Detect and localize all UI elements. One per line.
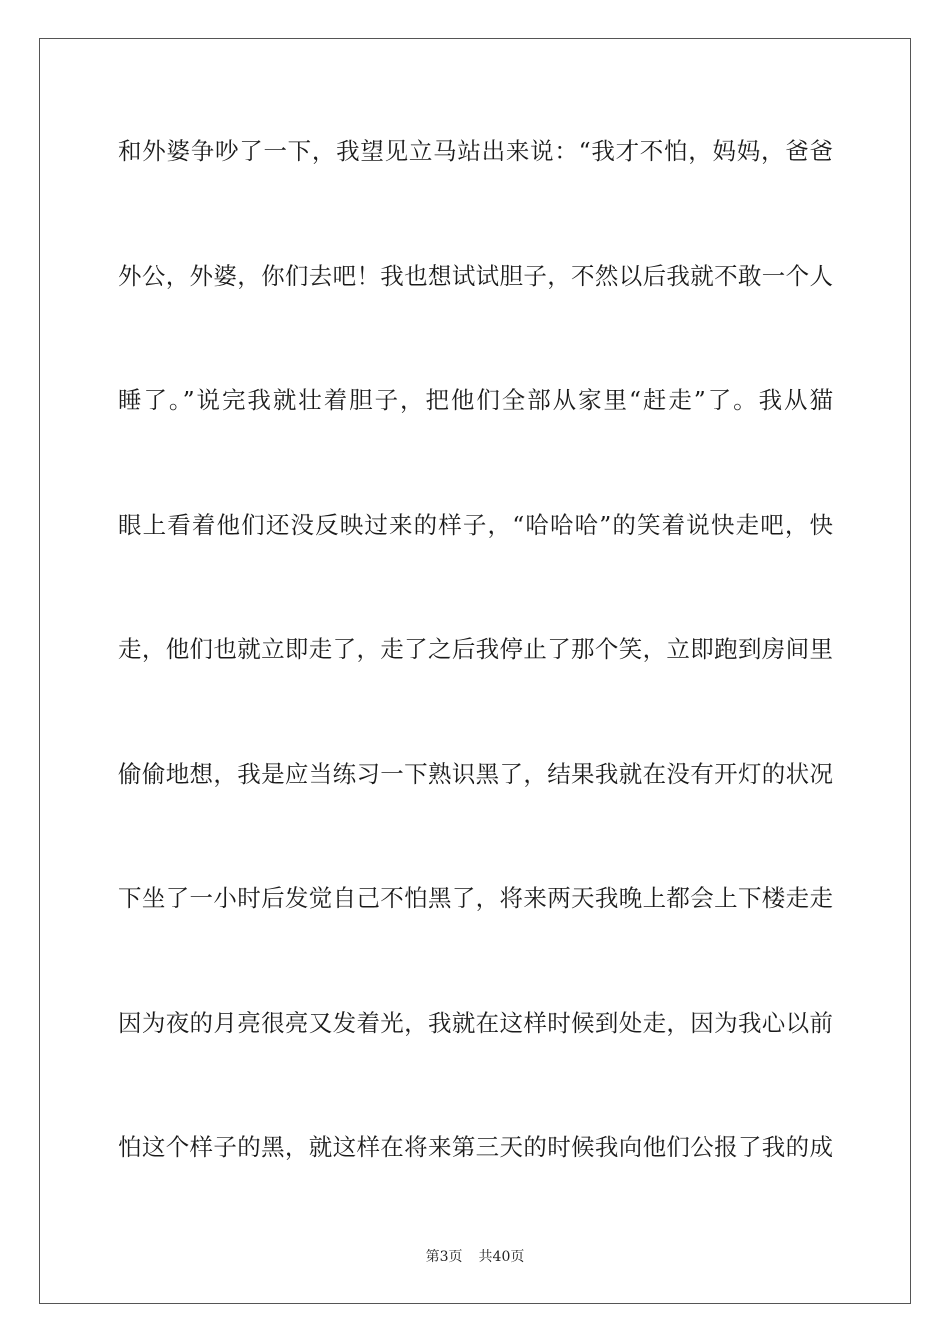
text-line: 走，他们也就立即走了，走了之后我停止了那个笑，立即跑到房间里 (118, 635, 833, 663)
text-line: 眼上看着他们还没反映过来的样子，“哈哈哈”的笑着说快走吧，快 (118, 510, 833, 539)
text-line: 偷偷地想，我是应当练习一下熟识黑了，结果我就在没有开灯的状况 (118, 759, 833, 788)
text-line: 外公，外婆，你们去吧！我也想试试胆子，不然以后我就不敢一个人 (118, 261, 833, 290)
text-line: 下坐了一小时后发觉自己不怕黑了，将来两天我晚上都会上下楼走走 (118, 884, 833, 912)
text-line: 因为夜的月亮很亮又发着光，我就在这样时候到处走，因为我心以前 (118, 1008, 833, 1037)
page-footer (0, 1247, 950, 1267)
body-text (118, 132, 833, 1253)
text-line: 怕这个样子的黑，就这样在将来第三天的时候我向他们公报了我的成 (118, 1133, 833, 1161)
text-line: 睡了。”说完我就壮着胆子，把他们全部从家里“赶走”了。我从猫 (118, 386, 833, 414)
total-page-count: 共40页 (478, 1249, 525, 1265)
current-page-number: 第3页 (425, 1249, 463, 1265)
text-line: 和外婆争吵了一下，我望见立马站出来说：“我才不怕，妈妈，爸爸 (118, 137, 833, 165)
